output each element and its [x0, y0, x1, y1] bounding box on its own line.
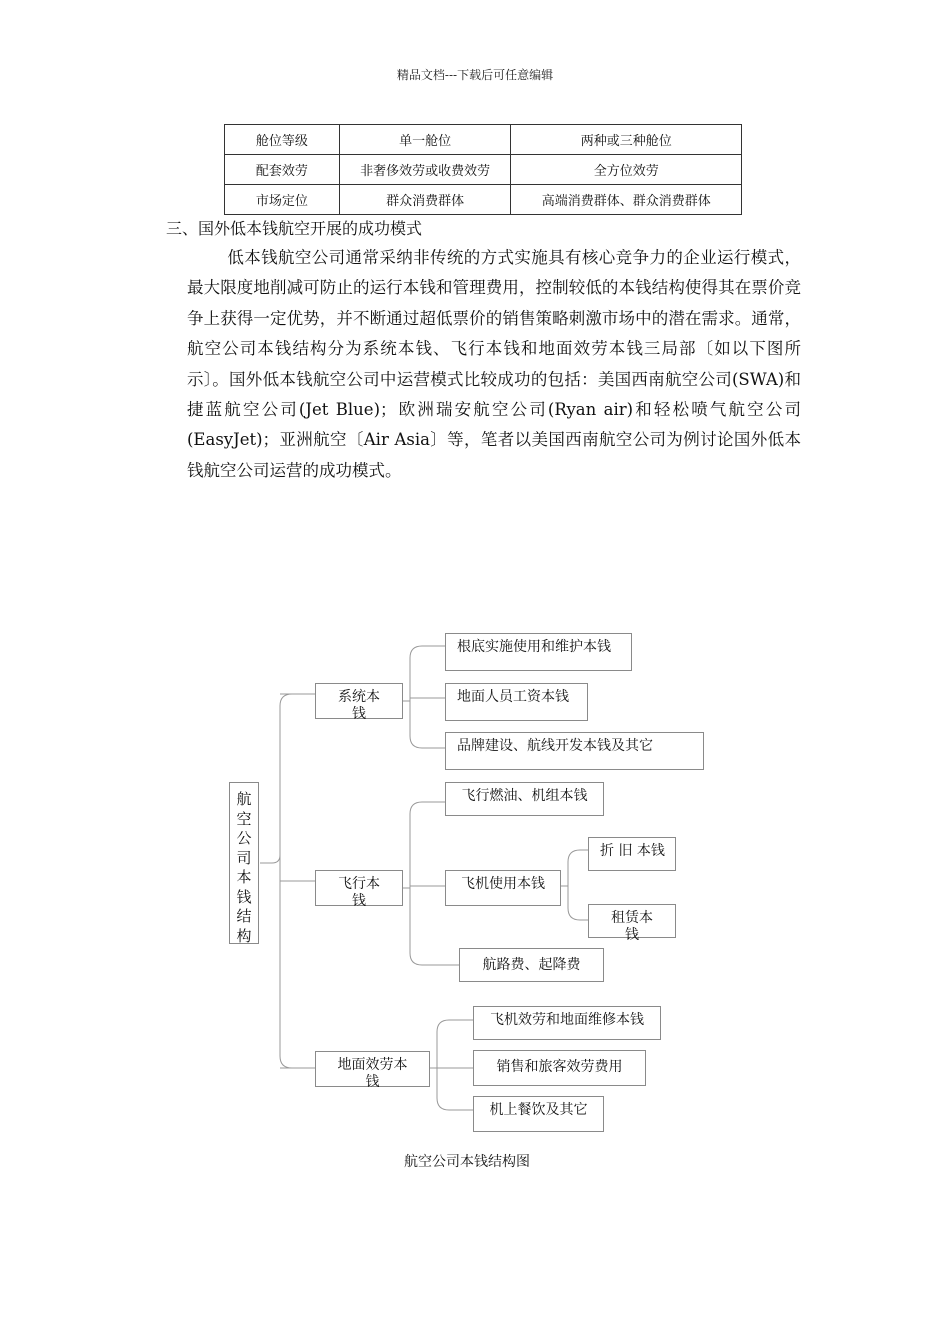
node-fuel-crew-cost: 飞行燃油、机组本钱	[445, 782, 604, 816]
node-ground-service-cost: 地面效劳本钱	[315, 1051, 430, 1087]
root-char: 航	[236, 790, 252, 808]
paragraph-text: 低本钱航空公司通常采纳非传统的方式实施具有核心竞争力的企业运行模式，最大限度地削减可防止的运行本钱和管理费用，控制较低的本钱结构使得其在票价竞争上获得一定优势，并不断通过超低票价的销售策略刺激市场中的潜在需求。通常，航空公司本钱结构分为系统本钱、飞行本钱和地面效劳本钱三局部〔如以下图所示〕。国外低本钱航空公司中运营模式比较成功的包括：美国西南航空公司(SWA)和捷蓝航空公司(Jet Blue)；欧洲瑞安航空公司(Ryan air)和轻松喷气航空公司(EasyJet)；亚洲航空〔Air Asia〕等，笔者以美国西南航空公司为例讨论国外低本钱航空公司运营的成功模式。	[187, 248, 801, 480]
table-cell: 高端消费群体、群众消费群体	[511, 185, 742, 215]
diagram-root-node	[229, 782, 259, 944]
node-route-landing-fee: 航路费、起降费	[459, 948, 604, 982]
table-cell: 市场定位	[225, 185, 340, 215]
section-heading: 三、国外低本钱航空开展的成功模式	[166, 219, 423, 238]
root-char: 空	[236, 809, 252, 828]
root-char: 本	[236, 868, 252, 886]
node-sales-passenger-cost: 销售和旅客效劳费用	[473, 1050, 646, 1086]
root-char: 结	[236, 907, 252, 925]
root-char: 钱	[236, 887, 252, 906]
root-char: 公	[236, 829, 252, 847]
node-flight-cost: 飞行本钱	[315, 870, 403, 906]
root-char: 司	[236, 848, 252, 867]
node-depreciation-cost: 折 旧 本钱	[588, 837, 676, 871]
node-aircraft-service-maintenance-cost: 飞机效劳和地面维修本钱	[473, 1006, 661, 1040]
node-infrastructure-cost: 根底实施使用和维护本钱	[445, 633, 632, 671]
root-char: 构	[236, 926, 252, 945]
node-aircraft-usage-cost: 飞机使用本钱	[445, 870, 561, 906]
table-cell: 非奢侈效劳或收费效劳	[339, 155, 511, 185]
node-brand-route-cost: 品牌建设、航线开发本钱及其它	[445, 732, 704, 770]
table-cell: 舱位等级	[225, 125, 340, 155]
node-catering-other-cost: 机上餐饮及其它	[473, 1096, 604, 1132]
table-cell: 全方位效劳	[511, 155, 742, 185]
table-cell: 群众消费群体	[339, 185, 511, 215]
diagram-caption: 航空公司本钱结构图	[404, 1154, 530, 1170]
table-cell: 单一舱位	[339, 125, 511, 155]
table-cell: 两种或三种舱位	[511, 125, 742, 155]
table-cell: 配套效劳	[225, 155, 340, 185]
node-ground-staff-cost: 地面人员工资本钱	[445, 683, 588, 721]
page-header: 精品文档---下载后可任意编辑	[396, 68, 554, 82]
node-system-cost: 系统本钱	[315, 683, 403, 719]
node-lease-cost: 租赁本钱	[588, 904, 676, 938]
